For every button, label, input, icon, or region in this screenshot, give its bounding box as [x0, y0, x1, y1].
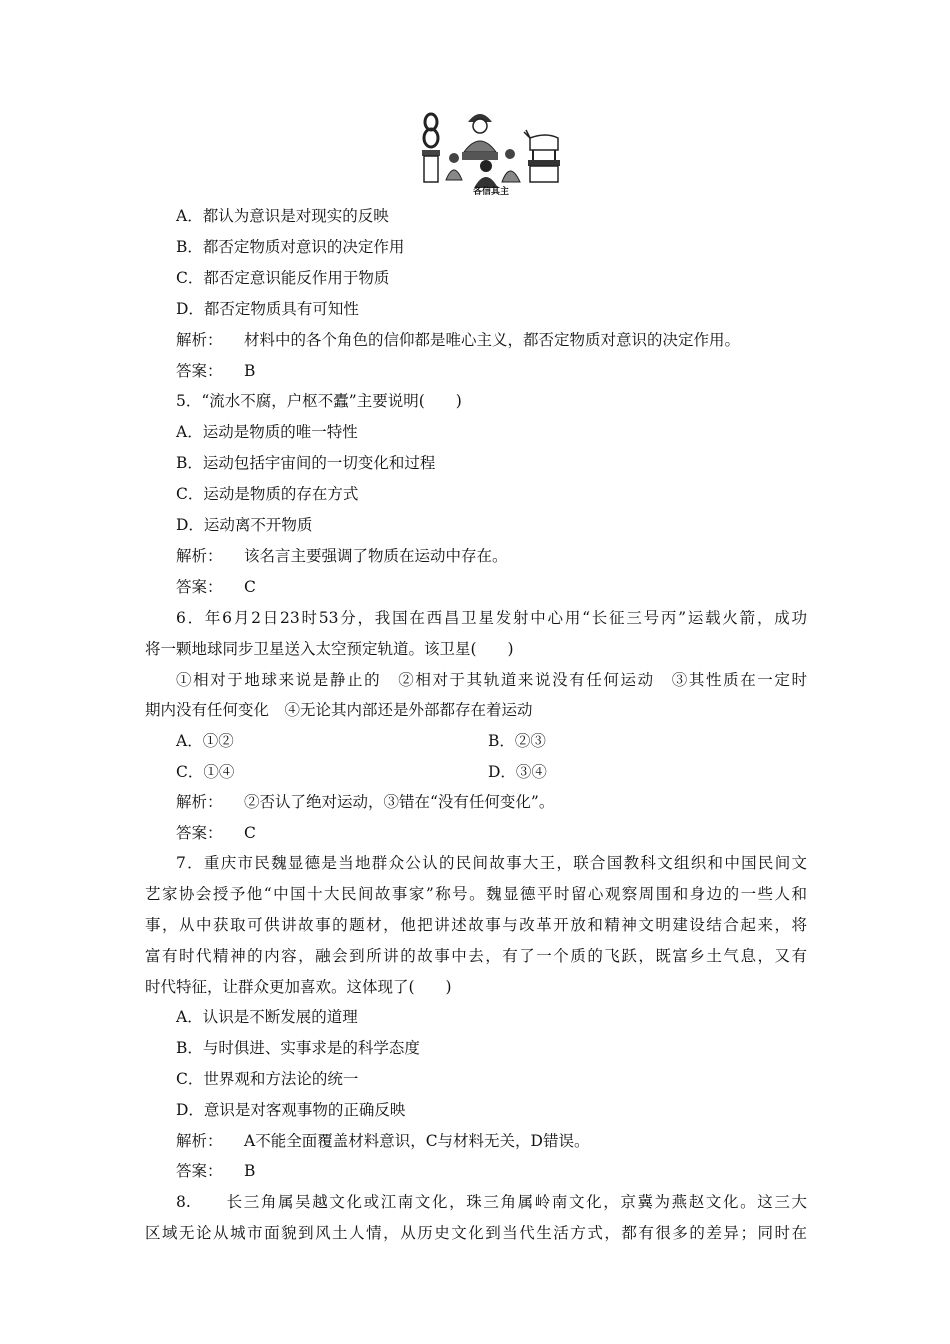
q4-option-c: C．都否定意识能反作用于物质 — [176, 269, 390, 287]
q7-analysis — [176, 1131, 589, 1151]
q4-option-d: D．都否定物质具有可知性 — [176, 300, 359, 318]
q6-stem-line2: 将一颗地球同步卫星送入太空预定轨道。该卫星( ) — [145, 640, 514, 658]
q5-option-c: C．运动是物质的存在方式 — [176, 485, 359, 503]
q6-items-line1: ①相对于地球来说是静止的 ②相对于其轨道来说没有任何运动 ③其性质在一定时 — [176, 671, 807, 689]
religion-cartoon-figure — [418, 104, 564, 196]
q6-stem-line1: 6．年6月2日23时53分，我国在西昌卫星发射中心用“长征三号丙”运载火箭，成功 — [176, 609, 807, 627]
answer-value: B — [244, 1162, 256, 1180]
q5-analysis — [176, 546, 508, 566]
q6-answer — [176, 823, 256, 843]
q7-answer — [176, 1161, 255, 1181]
q4-analysis — [176, 330, 740, 350]
q6-analysis — [176, 792, 554, 812]
q8-stem-line2: 区域无论从城市面貌到风土人情，从历史文化到当代生活方式，都有很多的差异；同时在 — [145, 1224, 807, 1242]
q7-stem-line1: 7．重庆市民魏显德是当地群众公认的民间故事大王，联合国教科文组织和中国民间文 — [176, 854, 807, 872]
analysis-label: 解析： — [176, 1132, 223, 1150]
analysis-label: 解析： — [176, 793, 223, 811]
q6-option-c: C．①④ — [176, 763, 235, 781]
analysis-text: 材料中的各个角色的信仰都是唯心主义，都否定物质对意识的决定作用。 — [244, 331, 741, 349]
q5-answer — [176, 577, 256, 597]
q5-option-d: D．运动离不开物质 — [176, 516, 313, 534]
answer-value: C — [244, 824, 256, 842]
q4-option-a: A．都认为意识是对现实的反映 — [176, 207, 389, 225]
q6-option-a: A．①② — [176, 732, 234, 750]
analysis-label: 解析： — [176, 331, 223, 349]
analysis-text: ②否认了绝对运动，③错在“没有任何变化”。 — [244, 793, 555, 811]
answer-value: C — [244, 578, 256, 596]
q8-stem-line1: 8. 长三角属吴越文化或江南文化，珠三角属岭南文化，京冀为燕赵文化。这三大 — [176, 1193, 807, 1211]
q5-stem: 5．“流水不腐，户枢不蠹”主要说明( ) — [176, 392, 462, 410]
q6-option-d: D．③④ — [488, 763, 547, 781]
analysis-text: A不能全面覆盖材料意识，C与材料无关，D错误。 — [244, 1132, 590, 1150]
q5-option-a: A．运动是物质的唯一特性 — [176, 423, 358, 441]
q5-option-b: B．运动包括宇宙间的一切变化和过程 — [176, 454, 436, 472]
answer-label: 答案： — [176, 362, 223, 380]
q6-items-line2: 期内没有任何变化 ④无论其内部还是外部都存在着运动 — [145, 701, 533, 719]
answer-label: 答案： — [176, 578, 223, 596]
answer-label: 答案： — [176, 824, 223, 842]
answer-value: B — [244, 362, 256, 380]
analysis-label: 解析： — [176, 547, 223, 565]
q4-answer — [176, 361, 255, 381]
answer-label: 答案： — [176, 1162, 223, 1180]
q4-option-b: B．都否定物质对意识的决定作用 — [176, 238, 405, 256]
q7-stem-line2: 艺家协会授予他“中国十大民间故事家”称号。魏显德平时留心观察周围和身边的一些人和 — [145, 885, 807, 903]
q7-stem-line3: 事，从中获取可供讲故事的题材，他把讲述故事与改革开放和精神文明建设结合起来，将 — [145, 916, 807, 934]
analysis-text: 该名言主要强调了物质在运动中存在。 — [244, 547, 508, 565]
q7-option-a: A．认识是不断发展的道理 — [176, 1008, 358, 1026]
religion-cartoon-icon — [418, 104, 564, 196]
q6-option-b: B．②③ — [488, 732, 546, 750]
q7-stem-line4: 富有时代精神的内容，融会到所讲的故事中去，有了一个质的飞跃，既富乡土气息，又有 — [145, 947, 807, 965]
q7-option-d: D．意识是对客观事物的正确反映 — [176, 1101, 406, 1119]
q7-option-c: C．世界观和方法论的统一 — [176, 1070, 359, 1088]
q7-option-b: B．与时俱进、实事求是的科学态度 — [176, 1039, 420, 1057]
q7-stem-line5: 时代特征，让群众更加喜欢。这体现了( ) — [145, 978, 452, 996]
figure-caption: 各信其主 — [472, 187, 509, 197]
